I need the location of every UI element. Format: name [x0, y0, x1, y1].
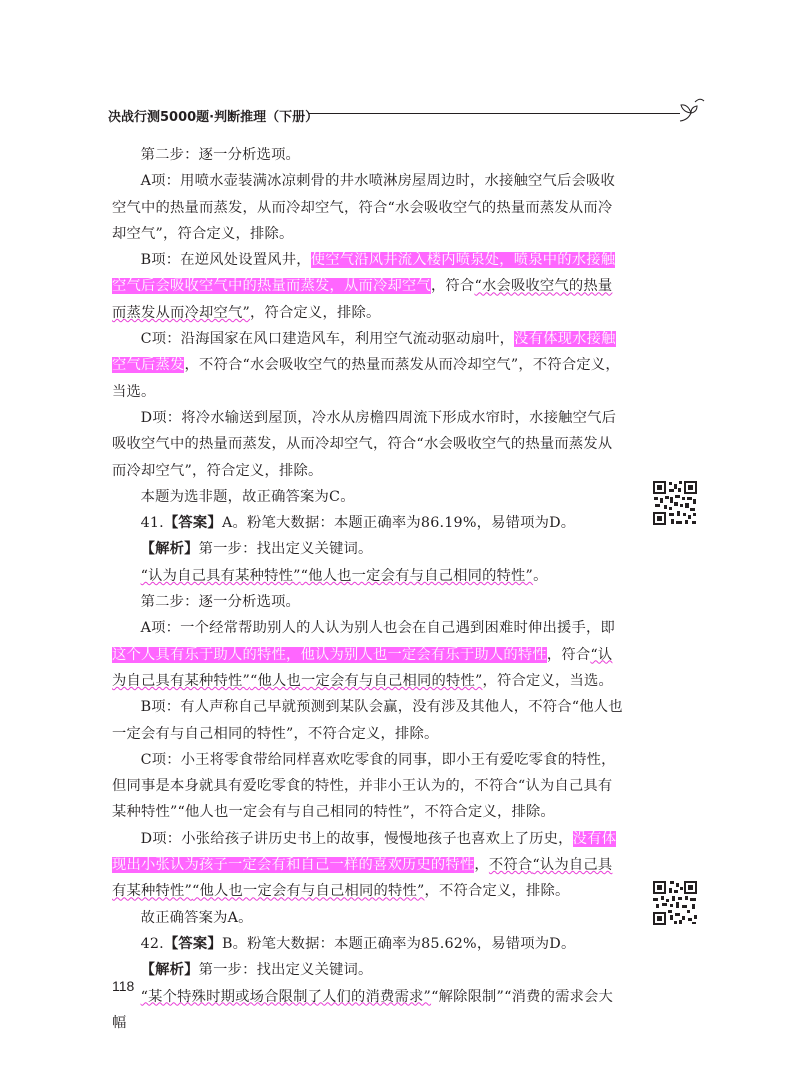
step2-heading: 第二步：逐一分析选项。 [140, 147, 301, 163]
definition-keywords [112, 563, 624, 589]
answer-conclusion: 本题为选非题，故正确答案为C。 [140, 488, 355, 505]
text-run: ，符合定义，当选。 [482, 672, 613, 689]
answer-tag: 【答案】 [163, 935, 222, 952]
highlighted-text: 没有体现水接触空气后蒸发 [112, 331, 616, 374]
wavy-underlined-text: “他人也一定会有与自己相同的特性” [300, 567, 534, 584]
qr-code-icon[interactable] [652, 880, 698, 926]
wavy-underlined-text: “认为自己具有某种特性” [112, 857, 613, 900]
question-number: 41. [140, 515, 164, 532]
wavy-underlined-text: “他人也一定会有与自己相同的特性” [249, 672, 483, 689]
page-number: 118 [112, 978, 135, 994]
book-title: 决战行测5000题·判断推理（下册） [108, 110, 319, 125]
option-d-analysis: D项：将冷水输送到屋顶，冷水从房檐四周流下形成水帘时，水接触空气后吸收空气中的热量而蒸发，从而冷却空气，符合“水会吸收空气的热量而蒸发从而冷却空气”，符合定义，排除。 [112, 409, 617, 479]
text-run: 。 [533, 567, 548, 584]
option-a-analysis [112, 615, 624, 694]
option-b-analysis: B项：有人声称自己早就预测到某队会赢，没有涉及其他人，不符合“他人也一定会有与自己相同的特性”，不符合定义，排除。 [112, 699, 623, 742]
text-run: “解除限制”“消费的需求会大幅 [112, 988, 614, 1031]
answer-text: B。粉笔大数据：本题正确率为85.62%，易错项为D。 [221, 935, 576, 952]
highlighted-text: 没有体现出小张认为孩子一定会有和自己一样的喜欢历史的特性 [112, 830, 617, 874]
wavy-underlined-text: 不符合 [488, 857, 533, 874]
text-run: C项：沿海国家在风口建造风车，利用空气流动驱动扇叶， [140, 331, 515, 348]
analysis-tag: 【解析】 [140, 541, 199, 558]
question-41-analysis [112, 536, 624, 562]
wavy-underlined-text: “认为自己具有某种特性” [140, 567, 301, 584]
sprout-icon [678, 96, 706, 122]
option-c-analysis: C项：小王将零食带给同样喜欢吃零食的同事，即小王有爱吃零食的特性，但同事是本身就具有爱吃零食的特性，并非小王认为的，不符合“认为自己具有某种特性”“他人也一定会有与自己相同的特性”，不符合定义，排除。 [112, 751, 616, 821]
option-b-analysis [112, 247, 624, 326]
text-run: ，符合定义，排除。 [249, 304, 381, 321]
text-run: 第一步：找出定义关键词。 [198, 962, 373, 979]
answer-conclusion: 故正确答案为A。 [140, 909, 253, 926]
text-run: A项：一个经常帮助别人的人认为别人也会在自己遇到困难时伸出援手，即 [140, 620, 616, 637]
qr-code-graphic [652, 480, 698, 526]
qr-code-graphic [652, 880, 698, 926]
header-rule [308, 113, 680, 114]
wavy-underlined-text: “某个特殊时期或场合限制了人们的消费需求” [140, 988, 432, 1005]
definition-keywords [112, 984, 624, 1037]
text-run: 第一步：找出定义关键词。 [198, 541, 373, 558]
answer-tag: 【答案】 [163, 515, 222, 532]
option-d-analysis [112, 826, 624, 905]
analysis-tag: 【解析】 [140, 962, 199, 979]
option-c-analysis [112, 326, 624, 405]
question-41-answer [112, 510, 624, 536]
qr-code-icon[interactable] [652, 480, 698, 526]
question-42-analysis [112, 957, 624, 983]
text-run: B项：在逆风处设置风井， [140, 252, 311, 269]
highlighted-text: 这个人具有乐于助人的特性，他认为别人也一定会有乐于助人的特性 [112, 646, 547, 663]
running-header [108, 96, 708, 136]
text-run: ，不符合“水会吸收空气的热量而蒸发从而冷却空气”，不符合定义，当选。 [112, 357, 620, 400]
page-body [112, 142, 624, 1036]
highlighted-text: 使空气沿风井流入楼内喷泉处，喷泉中的水接触空气后会吸收空气中的热量而蒸发，从而冷却空气 [112, 252, 616, 295]
text-run: D项：小张给孩子讲历史书上的故事，慢慢地孩子也喜欢上了历史， [140, 830, 573, 847]
text-run: ，符合 [430, 278, 475, 295]
question-number: 42. [140, 935, 164, 952]
wavy-underlined-text: “认为自己具有某种特性” [112, 646, 613, 689]
question-42-answer [112, 931, 624, 957]
text-run: ，符合 [546, 646, 591, 663]
option-a-analysis: A项：用喷水壶装满冰凉刺骨的井水喷淋房屋周边时，水接触空气后会吸收空气中的热量而蒸发，从而冷却空气，符合“水会吸收空气的热量而蒸发从而冷却空气”，符合定义，排除。 [112, 173, 616, 242]
step2-heading: 第二步：逐一分析选项。 [140, 594, 301, 611]
text-run: ， [474, 857, 489, 874]
wavy-underlined-text: “水会吸收空气的热量而蒸发从而冷却空气” [112, 278, 613, 321]
text-run: ，不符合定义，排除。 [424, 883, 570, 900]
wavy-underlined-text: “他人也一定会有与自己相同的特性” [192, 883, 425, 900]
answer-text: A。粉笔大数据：本题正确率为86.19%，易错项为D。 [221, 515, 576, 532]
